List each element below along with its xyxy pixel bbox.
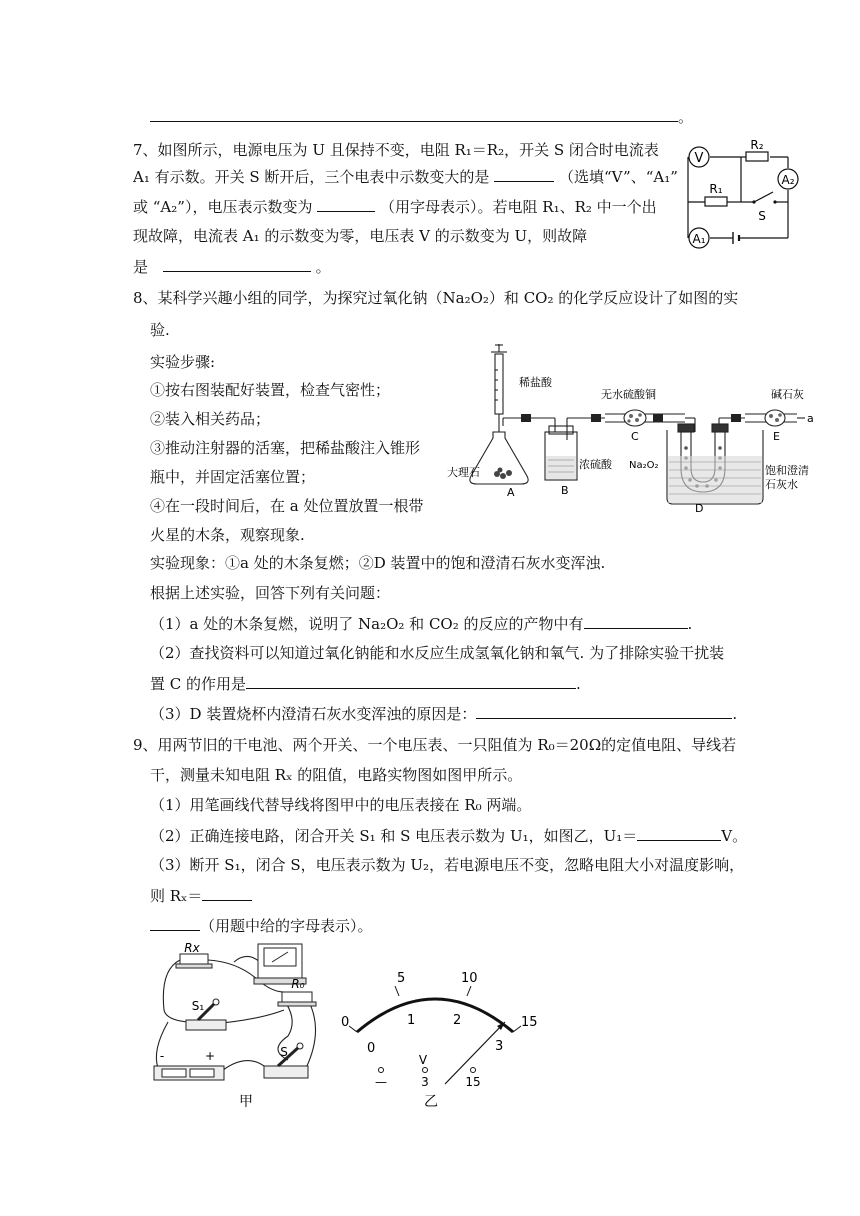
dial-top-5: 5 (397, 971, 406, 986)
q9-figure-yi (335, 960, 545, 1110)
q9-part-5 (150, 915, 373, 936)
q9-part-3: （3）断开 S₁，闭合 S，电压表示数为 U₂，若电源电压不变，忽略电阻大小对温度影响， (150, 856, 745, 874)
q7-line-2b: （选填“V”、“A₁” (559, 168, 678, 186)
q9-line-1: 9、用两节旧的干电池、两个开关、一个电压表、一只阻值为 R₀＝20Ω的定值电阻、导线若 (133, 736, 737, 754)
q9-figure-jia (148, 940, 328, 1112)
q9-r0-label: R₀ (291, 977, 305, 991)
dial-bottom-0: 0 (367, 1041, 376, 1056)
label-B: B (561, 484, 569, 497)
q9-minus-label: - (159, 1049, 165, 1063)
dial-terminal-minus: — (375, 1075, 387, 1089)
q7-blank-2[interactable] (317, 196, 375, 212)
dial-top-10: 10 (461, 971, 478, 986)
q7-r1-label: R₁ (709, 182, 723, 196)
dial-bottom-2: 2 (453, 1013, 462, 1028)
q6-tail: 。 (678, 108, 694, 126)
q8-blank-2[interactable] (246, 673, 576, 689)
q8-step-1: ①按右图装配好装置，检查气密性； (150, 381, 391, 399)
q7-line-1: 7、如图所示，电源电压为 U 且保持不变，电阻 R₁＝R₂，开关 S 闭合时电流表 (133, 141, 659, 159)
q8-phenomena: 实验现象：①a 处的木条复燃；②D 装置中的饱和澄清石灰水变浑浊. (150, 554, 606, 572)
q9-caption-jia: 甲 (239, 1094, 253, 1110)
q9-plus-label: + (204, 1049, 216, 1063)
label-na2o2: Na₂O₂ (629, 460, 659, 471)
q7-v-label: V (694, 151, 704, 166)
q8-part-2b: 置 C 的作用是 (150, 675, 247, 693)
q7-line-5a: 是 (133, 258, 149, 276)
q8-blank-3[interactable] (476, 703, 732, 719)
q8-part-1b: . (687, 615, 693, 633)
q7-line-4: 现故障，电流表 A₁ 的示数变为零，电压表 V 的示数变为 U，则故障 (133, 227, 588, 245)
q9-s-label: S (280, 1045, 288, 1059)
q7-r2-label: R₂ (750, 140, 764, 152)
q8-apparatus-diagram (445, 340, 815, 515)
q9-blank-2a[interactable] (202, 885, 252, 901)
q9-line-2: 干，测量未知电阻 Rₓ 的阻值，电路实物图如图甲所示。 (150, 766, 523, 784)
label-C: C (631, 430, 639, 443)
q8-step-4a: ④在一段时间后，在 a 处位置放置一根带 (150, 497, 424, 515)
q6-answer-line (150, 106, 693, 127)
q9-part-4a: 则 Rₓ＝ (150, 887, 203, 905)
dial-terminal-3: 3 (421, 1075, 429, 1089)
label-limewater-2: 石灰水 (765, 478, 798, 491)
q8-step-4b: 火星的木条，观察现象. (150, 526, 305, 544)
q8-part-1 (150, 613, 692, 634)
q9-part-1: （1）用笔画线代替导线将图甲中的电压表接在 R₀ 两端。 (150, 796, 532, 814)
label-D: D (695, 502, 704, 515)
q7-line-3a: 或 “A₂”），电压表示数变为 (133, 198, 313, 216)
q8-line-2: 验. (150, 321, 170, 339)
q9-caption-yi: 乙 (424, 1094, 438, 1110)
q6-blank[interactable] (150, 106, 678, 122)
q8-line-1: 8、某科学兴趣小组的同学，为探究过氧化钠（Na₂O₂）和 CO₂ 的化学反应设计了如图的实 (133, 289, 739, 307)
label-limewater-1: 饱和澄清 (765, 464, 809, 477)
dial-top-0: 0 (341, 1015, 350, 1030)
q9-part-2 (150, 825, 747, 846)
q7-line-2 (133, 166, 678, 187)
label-soda-lime: 碱石灰 (771, 388, 804, 401)
q7-line-3 (133, 196, 657, 217)
label-point-a: a (807, 412, 814, 425)
q7-blank-1[interactable] (494, 166, 554, 182)
label-cuso4: 无水硫酸铜 (601, 388, 656, 401)
dial-terminal-15: 15 (465, 1075, 481, 1089)
dial-bottom-3: 3 (495, 1039, 504, 1054)
label-conc-h2so4: 浓硫酸 (579, 458, 612, 471)
q7-line-5b: 。 (315, 258, 331, 276)
q9-part-2b: V。 (721, 827, 748, 845)
q8-steps-title: 实验步骤: (150, 353, 216, 371)
q8-part-3a: （3）D 装置烧杯内澄清石灰水变浑浊的原因是： (150, 705, 477, 723)
q7-a1-label: A₁ (692, 232, 706, 246)
label-marble: 大理石 (447, 466, 480, 479)
dial-top-15: 15 (521, 1015, 538, 1030)
q9-part-4 (150, 885, 252, 906)
q8-part-3 (150, 703, 737, 724)
label-E: E (773, 430, 780, 443)
q8-part-2a: （2）查找资料可以知道过氧化钠能和水反应生成氢氧化钠和氧气. 为了排除实验干扰装 (150, 644, 725, 662)
q9-rx-label: Rx (184, 941, 200, 955)
q7-blank-3[interactable] (163, 256, 311, 272)
q8-part-2c: . (576, 675, 581, 693)
q8-step-2: ②装入相关药品； (150, 410, 271, 428)
label-A: A (507, 486, 515, 499)
q9-s1-label: S₁ (191, 999, 205, 1013)
q7-line-3b: （用字母表示）。若电阻 R₁、R₂ 中一个出 (380, 198, 657, 216)
q9-part-2a: （2）正确连接电路，闭合开关 S₁ 和 S 电压表示数为 U₁，如图乙，U₁＝ (150, 827, 638, 845)
dial-arc (357, 999, 513, 1032)
q8-step-3a: ③推动注射器的活塞，把稀盐酸注入锥形 (150, 439, 421, 457)
q9-blank-1[interactable] (637, 825, 721, 841)
q8-part-2 (150, 673, 581, 694)
dial-bottom-1: 1 (407, 1013, 416, 1028)
q8-part-1a: （1）a 处的木条复燃，说明了 Na₂O₂ 和 CO₂ 的反应的产物中有 (150, 615, 584, 633)
q7-s-label: S (758, 209, 766, 223)
q8-part-3b: . (732, 705, 738, 723)
q7-a2-label: A₂ (781, 173, 795, 187)
q7-circuit-diagram (680, 140, 810, 255)
q7-line-2a: A₁ 有示数。开关 S 断开后，三个电表中示数变大的是 (133, 168, 490, 186)
q8-intro: 根据上述实验，回答下列有关问题： (150, 584, 391, 602)
label-dilute-hcl: 稀盐酸 (519, 376, 552, 389)
dial-unit: V (418, 1053, 428, 1067)
q9-blank-2b[interactable] (150, 915, 200, 931)
q9-part-5b: （用题中给的字母表示）。 (200, 917, 373, 935)
q8-step-3b: 瓶中，并固定活塞位置； (150, 468, 316, 486)
q8-blank-1[interactable] (584, 613, 688, 629)
q7-line-5 (133, 256, 331, 277)
